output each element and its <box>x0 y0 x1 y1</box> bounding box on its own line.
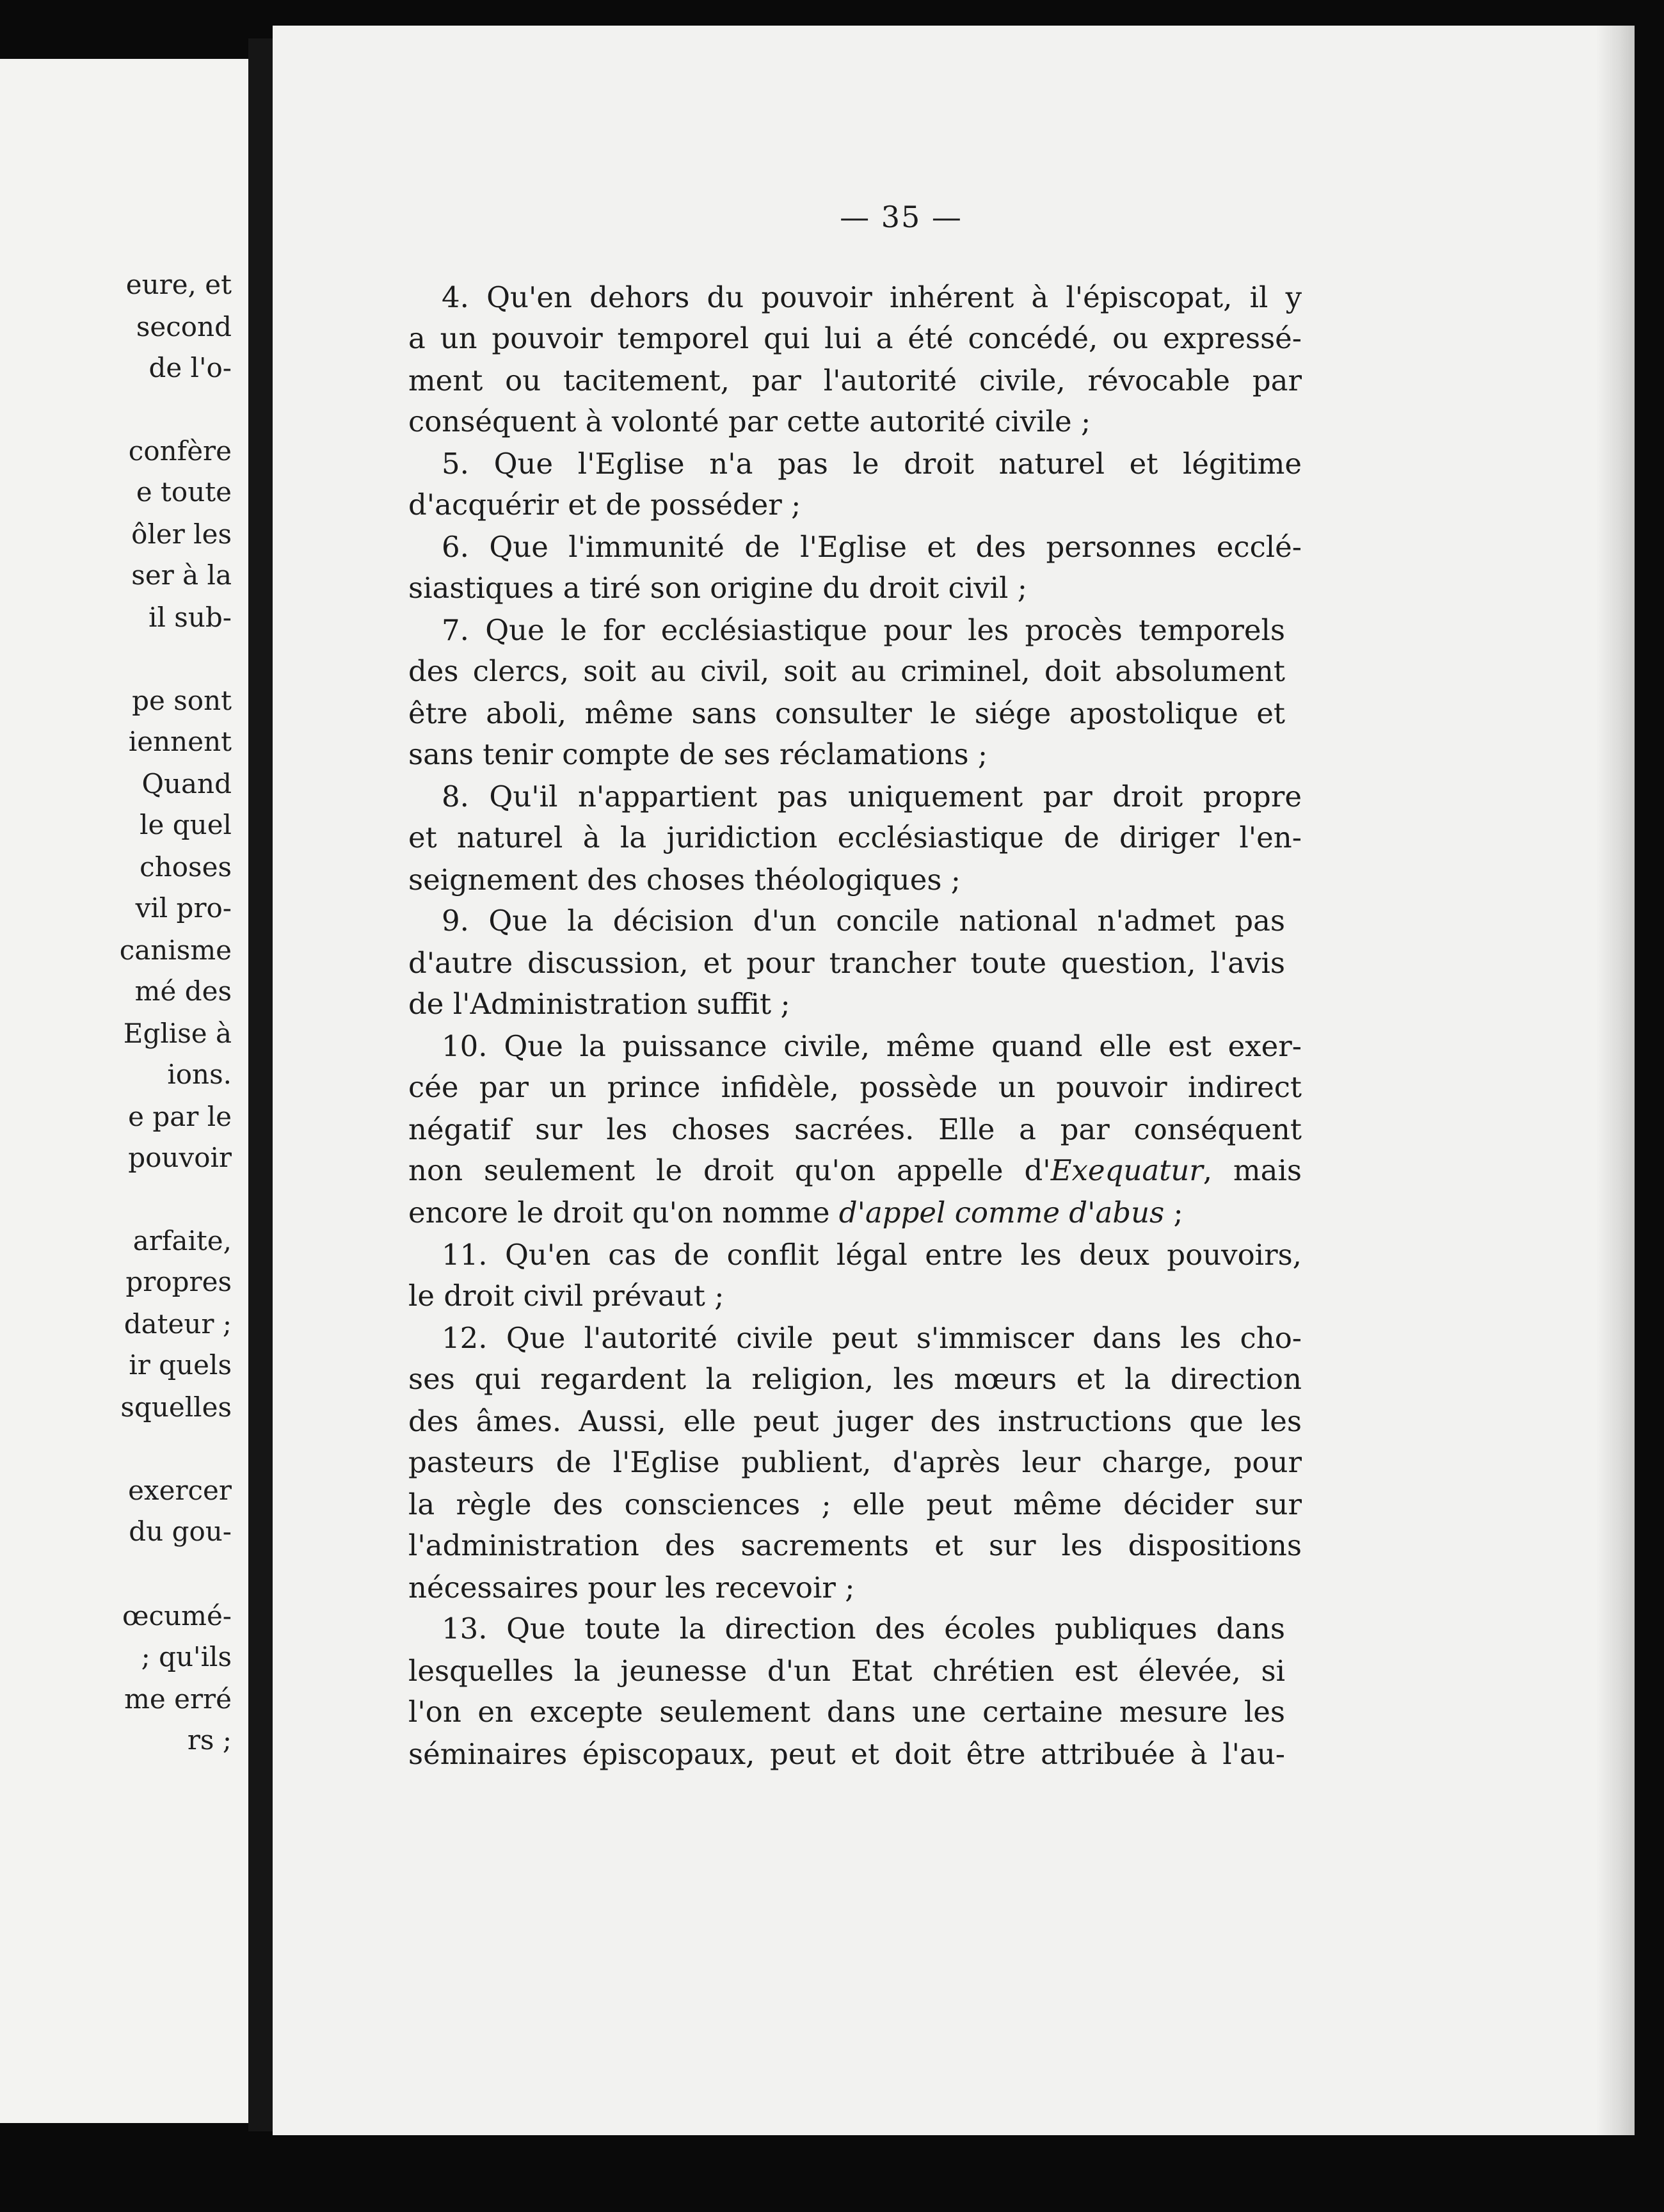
text-line: et naturel à la juridiction ecclésiastique de diriger l'en- <box>408 821 1302 854</box>
left-page-text-line: pe sont <box>132 685 232 716</box>
left-page-text-line: exercer <box>128 1475 232 1506</box>
text-line: cée par un prince infidèle, possède un pouvoir indirect <box>408 1070 1302 1104</box>
text-line: d'acquérir et de posséder ; <box>408 488 801 522</box>
left-page-text-line: œcumé- <box>122 1600 232 1631</box>
text-line: ses qui regardent la religion, les mœurs et la direction <box>408 1362 1302 1396</box>
book-gutter <box>248 38 273 2131</box>
scan-border <box>1635 0 1664 2212</box>
left-page-text-line: choses <box>140 851 232 883</box>
left-page-text-line: Eglise à <box>123 1018 232 1049</box>
left-page-text-line: me erré <box>124 1683 232 1715</box>
text-line: siastiques a tiré son origine du droit civil ; <box>408 571 1027 605</box>
text-line: des clercs, soit au civil, soit au criminel, doit absolument <box>408 654 1285 688</box>
text-line: l'administration des sacrements et sur les dispositions <box>408 1528 1302 1562</box>
left-page-text-line: mé des <box>134 975 232 1007</box>
text-line: lesquelles la jeunesse d'un Etat chrétien est élevée, si <box>408 1654 1285 1688</box>
text-line <box>408 1155 1302 1187</box>
left-page-text-line: ions. <box>167 1059 232 1090</box>
left-page-text-line: du gou- <box>129 1516 232 1547</box>
text-line: 9. Que la décision d'un concile national n'admet pas <box>442 904 1285 938</box>
text-line: pasteurs de l'Eglise publient, d'après leur charge, pour <box>408 1445 1302 1479</box>
left-page-text-line: ; qu'ils <box>141 1641 232 1672</box>
left-page-text-line: e toute <box>136 476 232 508</box>
text-line: conséquent à volonté par cette autorité civile ; <box>408 405 1091 438</box>
text-line: négatif sur les choses sacrées. Elle a par conséquent <box>408 1112 1302 1146</box>
page-edge-shadow <box>1596 26 1635 2135</box>
left-page-text-line: eure, et <box>125 269 232 300</box>
left-page-text-line: squelles <box>120 1391 232 1423</box>
text-line: 7. Que le for ecclésiastique pour les procès temporels <box>442 613 1285 647</box>
left-page-text-line: Quand <box>141 768 232 799</box>
left-page-text-line: arfaite, <box>132 1225 232 1256</box>
left-page-text-line: rs ; <box>187 1724 232 1756</box>
text-line: sans tenir compte de ses réclamations ; <box>408 737 988 771</box>
text-line: être aboli, même sans consulter le siége apostolique et <box>408 696 1285 730</box>
left-page-text-line: iennent <box>128 726 232 757</box>
left-page-text-line: pouvoir <box>128 1142 232 1173</box>
left-page-text-line: confère <box>128 435 232 467</box>
left-page-text-line: il sub- <box>148 602 232 633</box>
text-line: des âmes. Aussi, elle peut juger des instructions que les <box>408 1404 1302 1438</box>
text-line: l'on en excepte seulement dans une certaine mesure les <box>408 1695 1285 1729</box>
left-page-text-line: le quel <box>140 809 232 840</box>
left-page-text-line: dateur ; <box>124 1308 232 1340</box>
italic-term: d'appel comme d'abus <box>838 1196 1165 1230</box>
text-line: séminaires épiscopaux, peut et doit être attribuée à l'au- <box>408 1737 1285 1771</box>
text-span: non seulement le droit qu'on appelle d' <box>408 1153 1051 1187</box>
left-page-text-line: de l'o- <box>148 352 232 383</box>
page-number: — 35 — <box>840 200 963 234</box>
text-line: 13. Que toute la direction des écoles publiques dans <box>442 1612 1285 1646</box>
text-line: 8. Qu'il n'appartient pas uniquement par droit propre <box>442 780 1302 813</box>
text-line: d'autre discussion, et pour trancher toute question, l'avis <box>408 946 1285 980</box>
text-line <box>408 1197 1302 1229</box>
text-line: la règle des consciences ; elle peut même décider sur <box>408 1487 1302 1521</box>
text-line: ment ou tacitement, par l'autorité civile, révocable par <box>408 364 1302 397</box>
italic-term: Exequatur <box>1050 1153 1203 1187</box>
left-page-text-line: propres <box>125 1266 232 1297</box>
left-page-text-line: second <box>136 311 232 342</box>
text-line: 4. Qu'en dehors du pouvoir inhérent à l'épiscopat, il y <box>442 280 1302 314</box>
left-page-fragment <box>0 59 248 2123</box>
text-line: 5. Que l'Eglise n'a pas le droit naturel et légitime <box>442 447 1302 481</box>
left-page-text-line: e par le <box>128 1101 232 1132</box>
left-page-text-line: canisme <box>119 934 232 966</box>
text-line: 11. Qu'en cas de conflit légal entre les deux pouvoirs, <box>442 1238 1302 1272</box>
text-line: 10. Que la puissance civile, même quand elle est exer- <box>442 1029 1302 1063</box>
left-page-text-line: ser à la <box>131 559 232 591</box>
text-line: le droit civil prévaut ; <box>408 1279 724 1313</box>
text-line: seignement des choses théologiques ; <box>408 863 961 897</box>
text-span: ; <box>1164 1196 1183 1230</box>
text-line: nécessaires pour les recevoir ; <box>408 1571 855 1605</box>
text-span: encore le droit qu'on nomme <box>408 1196 839 1230</box>
left-page-text-line: ôler les <box>131 518 232 550</box>
text-line: de l'Administration suffit ; <box>408 987 790 1021</box>
left-page-text-line: ir quels <box>129 1349 232 1381</box>
text-span: , mais <box>1203 1153 1302 1187</box>
text-line: 12. Que l'autorité civile peut s'immiscer dans les cho- <box>442 1321 1302 1355</box>
left-page-text-line: vil pro- <box>135 892 232 924</box>
text-line: 6. Que l'immunité de l'Eglise et des personnes ecclé- <box>442 530 1302 564</box>
text-line: a un pouvoir temporel qui lui a été concédé, ou expressé- <box>408 321 1302 355</box>
book-page <box>273 26 1635 2135</box>
